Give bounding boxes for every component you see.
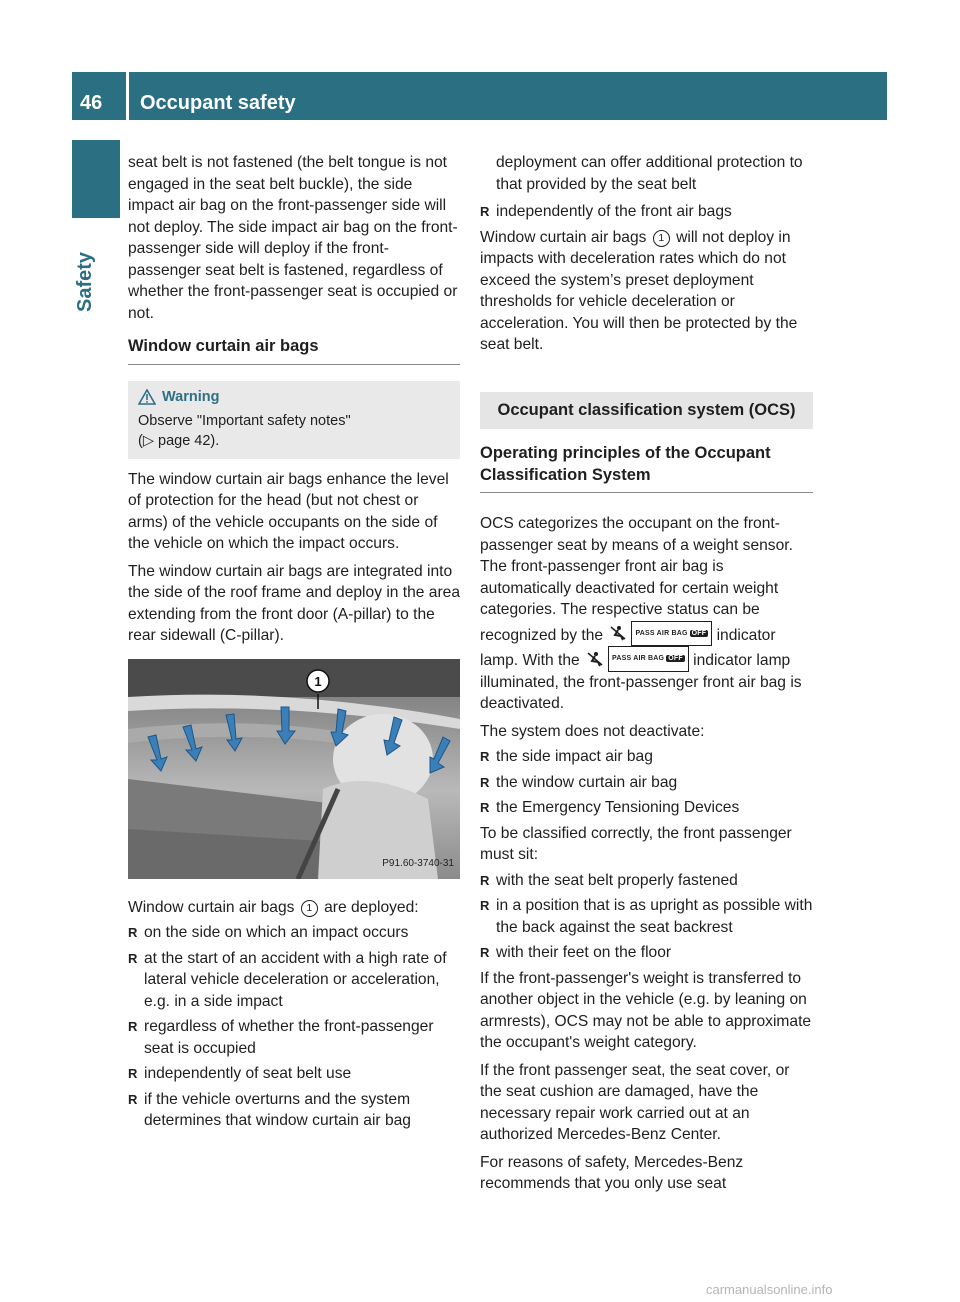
pass-airbag-label xyxy=(631,621,712,647)
paragraph xyxy=(480,227,813,356)
watermark: carmanualsonline.info xyxy=(706,1282,833,1297)
list-item xyxy=(128,1016,460,1059)
callout-ref: 1 xyxy=(301,900,318,917)
list-item-text: in a position that is as upright as possible with the back against the seat backrest xyxy=(496,897,813,936)
list-item-text: if the vehicle overturns and the system determines that window curtain air bag xyxy=(144,1090,411,1129)
lamp-off-text: OFF xyxy=(668,655,683,662)
list-item xyxy=(480,772,813,794)
lamp-text: PASS AIR BAG xyxy=(612,655,665,662)
lamp-off-text: OFF xyxy=(691,629,707,637)
text: Window curtain air bags xyxy=(128,898,295,916)
bullet-icon: R xyxy=(128,1066,138,1081)
paragraph: The system does not deactivate: xyxy=(480,722,705,740)
bullet-icon: R xyxy=(128,1091,138,1107)
bullet-icon: R xyxy=(128,925,138,940)
paragraph xyxy=(480,513,813,715)
subsection-heading: Operating principles of the Occupant Classification System xyxy=(480,443,813,493)
list-item-text: at the start of an accident with a high rate of lateral vehicle deceleration or acceleration, e.g. in a side impact xyxy=(144,949,447,1010)
bullet-icon: R xyxy=(480,800,490,815)
list-item-text: with the seat belt properly fastened xyxy=(496,871,738,889)
bullet-icon: R xyxy=(480,872,490,888)
warning-header xyxy=(138,387,450,407)
list-item-text: with their feet on the floor xyxy=(496,944,672,961)
list-item-text: the window curtain air bag xyxy=(496,773,678,791)
left-column xyxy=(128,152,460,1136)
callout-ref: 1 xyxy=(653,230,670,247)
warning-text: Observe "Important safety notes" xyxy=(138,412,351,429)
text: indicator lamp illuminated, the front-passenger front air bag is deactivated. xyxy=(480,651,802,712)
warning-triangle-icon xyxy=(138,389,156,405)
list-item-text: the Emergency Tensioning Devices xyxy=(496,799,740,816)
paragraph: The window curtain air bags are integrated into the side of the roof frame and deploy in the area extending from the front door (A-pillar) to the rear sidewall (C-pillar). xyxy=(128,562,461,644)
list-item xyxy=(128,922,460,944)
paragraph: The window curtain air bags enhance the level of protection for the head (but not chest or arms) of the vehicle occupants on the side of the vehicle on which the impact occurs. xyxy=(128,470,449,552)
section-heading: Window curtain air bags xyxy=(128,336,460,365)
bullet-icon: R xyxy=(480,898,490,913)
section-title-bar: Occupant classification system (OCS) xyxy=(480,392,813,430)
callout-number: 1 xyxy=(314,673,322,689)
list-item xyxy=(480,942,813,964)
list-item-text: independently of the front air bags xyxy=(496,203,732,220)
paragraph: To be classified correctly, the front passenger must sit: xyxy=(480,824,792,863)
list-item-text: the side impact air bag xyxy=(496,748,653,765)
side-tab-label: Safety xyxy=(74,251,96,312)
list-item xyxy=(128,1063,460,1085)
text: OCS categorizes the occupant on the front-passenger seat by means of a weight sensor. The front-passenger front air bag is automatically deactivated for certain weight categories. The respective status can be recognized by the xyxy=(480,515,793,644)
bullet-icon: R xyxy=(128,950,138,966)
bullet-icon: R xyxy=(480,945,490,960)
list-item xyxy=(480,746,813,768)
pass-airbag-label xyxy=(608,646,689,672)
header-divider xyxy=(126,72,129,120)
warning-page-ref[interactable]: (▷ page 42). xyxy=(138,432,220,449)
lamp-text: PASS AIR BAG xyxy=(635,629,688,637)
page-number: 46 xyxy=(80,92,103,114)
paragraph-continued: deployment can offer additional protection to that provided by the seat belt xyxy=(496,154,803,193)
text: will not deploy in impacts with deceleration rates which do not exceed the system’s preset deployment thresholds for vehicle deceleration or acceleration. You will then be protected by the seat belt. xyxy=(480,228,798,353)
warning-title: Warning xyxy=(162,388,220,405)
right-column xyxy=(480,152,813,1201)
page-title: Occupant safety xyxy=(140,92,296,114)
list-item xyxy=(128,948,460,1013)
list-item xyxy=(480,895,813,938)
pass-airbag-off-indicator-icon xyxy=(607,621,712,647)
side-tab-marker xyxy=(72,140,120,218)
seat-occupant-icon xyxy=(584,651,604,667)
pass-airbag-off-indicator-icon xyxy=(584,646,689,672)
warning-box xyxy=(128,381,460,459)
bullet-icon: R xyxy=(480,774,490,790)
curtain-airbag-illustration xyxy=(128,659,460,879)
paragraph xyxy=(128,897,460,919)
paragraph: If the front passenger seat, the seat cover, or the seat cushion are damaged, have the necessary repair work carried out at an authorized Mercedes-Benz Center. xyxy=(480,1061,790,1143)
list-item-text: independently of seat belt use xyxy=(144,1065,352,1082)
bullet-icon: R xyxy=(480,749,490,764)
text: are deployed: xyxy=(324,898,419,916)
list-item-text: regardless of whether the front-passenger seat is occupied xyxy=(144,1018,434,1057)
bullet-icon: R xyxy=(480,204,490,219)
paragraph: If the front-passenger's weight is transferred to another object in the vehicle (e.g. by leaning on armrests), OCS may not be able to approximate the occupant's weight category. xyxy=(480,969,812,1051)
curtain-airbag-drawing xyxy=(128,659,460,879)
paragraph: For reasons of safety, Mercedes-Benz recommends that you only use seat xyxy=(480,1153,744,1192)
paragraph: seat belt is not fastened (the belt tongue is not engaged in the seat belt buckle), the side impact air bag on the front-passenger side will not deploy. The side impact air bag on the front-passenger side will deploy if the front-passenger seat belt is fastened, regardless of whether the front-passenger seat is occupied or not. xyxy=(128,154,458,322)
bullet-icon: R xyxy=(128,1019,138,1034)
seat-occupant-icon xyxy=(607,625,627,641)
text: indicator lamp. With the xyxy=(480,626,776,669)
list-item xyxy=(480,797,813,819)
text: Window curtain air bags xyxy=(480,228,647,246)
list-item xyxy=(480,870,813,892)
list-item-text: on the side on which an impact occurs xyxy=(144,924,409,941)
list-item xyxy=(480,201,813,223)
list-item xyxy=(128,1089,460,1132)
image-reference: P91.60-3740-31 xyxy=(382,858,454,869)
